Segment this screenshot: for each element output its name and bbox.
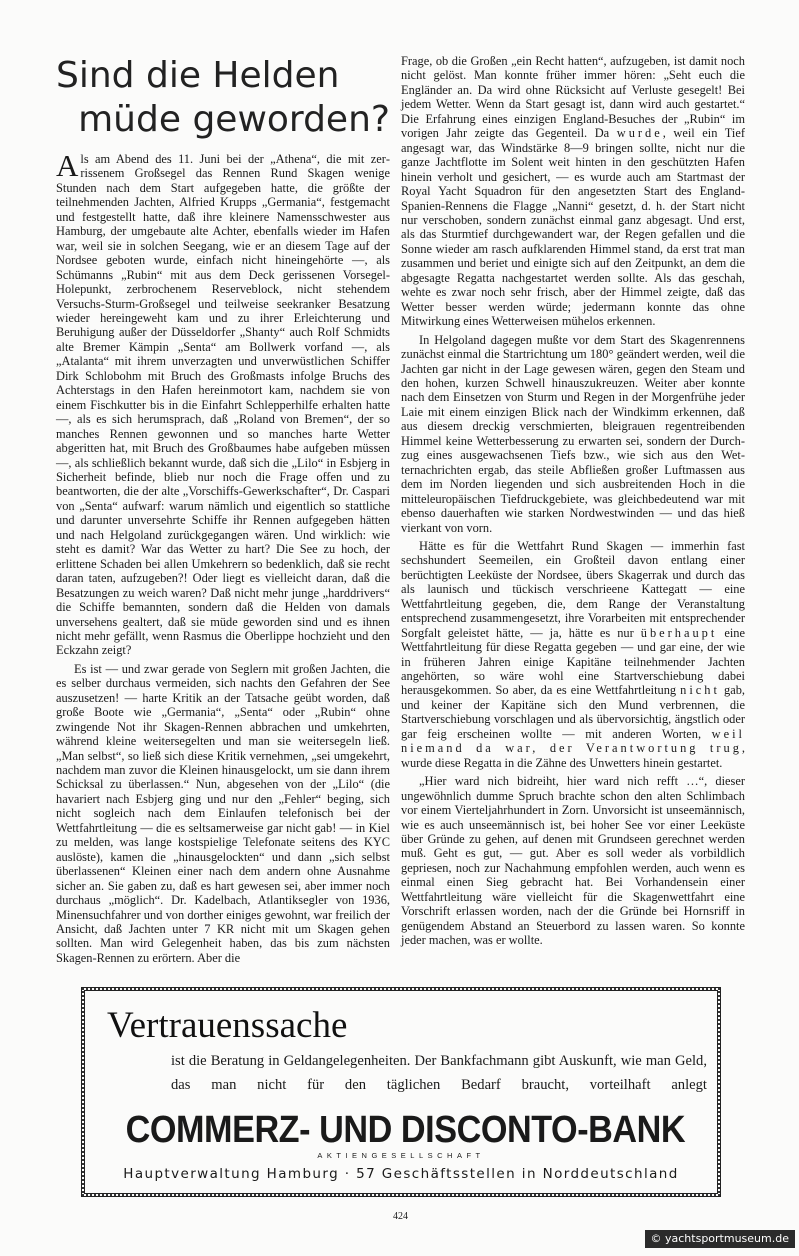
article-paragraph <box>56 662 390 966</box>
ad-body-text: ist die Beratung in Geldangelegenheiten. Der Bankfachmann gibt Auskunft, wie man Geld, das man nicht für den täglichen Bedarf braucht, vorteilhaft anlegt <box>171 1053 707 1094</box>
page-number: 424 <box>393 1211 408 1223</box>
article-paragraph <box>401 774 745 947</box>
article-left-column <box>56 54 390 969</box>
text-segment: Hätte es für die Wettfahrt Rund Skagen — immerhin fast sechshundert Seemeilen, ein Großteil davon entlang einer berüchtigten Leeküste der Nordsee, übers Skagerrak und durch das als launisch und tückisch verschrieene Kattegatt — eine Wettfahrtleitung gegeben, die, dem Range der Veranstaltung entsprechend zusammengesetzt, ihre Vorarbeiten mit entsprechender Sorgfalt geleistet hätte, — ja, hätte es nur <box>401 538 745 640</box>
text-segment: „Hier ward nich bidreiht, hier ward nich refft …“, dieser ungewöhnlich dumme Spruch brachte schon den alten Schlimbach vor einem Vierteljahrhundert in Zorn. Unvorsicht ist unseemännisch, wie es auch unseemännisch ist, bei hoher See vor einer Leeküste über Gründe zu gehen, auf denen mit Grundseen gerechnet werden muß. Geht es gut, — gut. Aber es soll weder als vorbildlich gepriesen, noch zur Nachahmung empfohlen werden, auch wenn es einmal einen Sieg gebracht hat. Bei Vorhandensein einer Wettfahrtleitung wäre vielleicht für die Skagenwettfahrt eine Vorschrift erlassen worden, nach der die Gründe bei Hornsriff in genügendem Abstand an Steuerbord zu lassen waren. So konnte jeder machen, was er wollte. <box>401 774 745 948</box>
text-segment: Frage, ob die Großen „ein Recht hatten“, aufzugeben, ist damit noch nicht gelöst. Man konnte früher immer hören: „Seht euch die Engländer an. Da wird ohne Rücksicht auf Verluste gesegelt! Bei jedem Wetter. Wenn da Start gesagt ist, dann wird auch gestartet.“ Die Erfahrung eines einzigen England-Besuches der „Rubin“ im vorigen Jahr zeigte das Gegenteil. Da <box>401 54 745 141</box>
article-title-line-2: müde geworden? <box>78 99 390 140</box>
emphasized-text: überhaupt <box>640 625 718 640</box>
emphasized-text: wurde <box>616 126 663 141</box>
text-segment: Es ist — und zwar gerade von Seglern mit großen Jachten, die es selber durchaus vermeiden, sich nachts den Gefahren der See auszusetzen! — harte Kritik an der Tatsache geübt worden, daß große Boote wie „Germania“, „Senta“ oder „Rubin“ ohne zwingende Not ihr Skagen-Rennen abbrachen und umkehrten, während kleine weitersegelten und man sie weitersegeln ließ. „Man selbst“, so ließ sich diese Kritik vernehmen, „sei umgekehrt, nachdem man zuvor die Kleinen hinausgelockt, um sie dann ihrem Schicksal zu überlassen.“ Nun, abgesehen von der „Lilo“ (die havariert nach Esbjerg ging und nur den „Fehler“ beging, sich nicht sogleich nach dem Einlaufen telefonisch bei der Wettfahrtleitung — die es seltsamerweise gar nicht gab! — in Kiel zu melden, was lange kostspielige Telefonate seitens des KYC auslöste), kamen die „hinausgelockten“ und dann „sich selbst überlassenen“ Kleinen einer nach dem andern ohne Ausnahme sicher an. Sie gaben zu, daß es hart gewesen sei, aber immer noch durchaus „möglich“. Dr. Kadelbach, Atlantiksegler von 1936, Minensuchfahrer und von dorther einiges gewohnt, war freilich der Ansicht, daß Jachten unter 7 KR nicht mit um Skagen gehen sollten. Man wird Gelegenheit haben, das bis zum nächsten Skagen-Rennen zu erörtern. Aber die <box>56 661 390 965</box>
text-segment: In Helgoland dagegen mußte vor dem Start des Skagenrennens zunächst einmal die Startrichtung um 180° geändert werden, weil die Jachten gar nicht in der Lage gewesen wären, gegen den Steam und den hohen, kurzen Schwell hinauszukreuzen. Weiter aber konnte nach dem Einsetzen von Sturm und Regen in der Morgenfrühe jeder Laie mit einem einzigen Blick nach der Windkimm erkennen, daß aus diesem dreckig verschmierten, bleigrauen regentreibenden Himmel keine Wetterbesserung zu erwarten sei, sondern der Durchzug eines ausgewachsenen Tiefs bzw., wie sich aus den Wetternachrichten ergab, das steile Abfließen großer Luftmassen aus dem im Norden liegenden und sich ausbreitenden Hoch in die mitteleuropäischen Tiefdruckgebiete, was gleichbedeutend war mit ebenso dauerhaften wie starken Nordwestwinden — und das hieß vierkant von vorn. <box>401 332 745 535</box>
emphasized-text: weil niemand da war, der Verantwortung trug <box>401 726 745 756</box>
article-paragraph <box>401 539 745 770</box>
ad-headquarters: Hauptverwaltung Hamburg · 57 Geschäftsstellen in Norddeutschland <box>123 1166 679 1183</box>
text-segment: eine Wettfahrtleitung für diese Regatta gegeben — und gar eine, der wie in früheren Jahren einige Kapitäne teilnehmender Jachten angehörten, so wäre wohl eine Startverschiebung dabei herausgekommen. So aber, da es eine Wettfahrtleitung <box>401 625 745 698</box>
article-title <box>56 54 390 142</box>
drop-cap: A <box>56 148 79 183</box>
article-columns <box>56 54 745 969</box>
copyright-watermark: © yachtsportmuseum.de <box>645 1230 795 1248</box>
emphasized-text: nicht <box>680 683 720 698</box>
article-paragraph <box>401 333 745 535</box>
text-segment: , wurde diese Regatta in die Zähne des Unwetters hinein gestartet. <box>401 741 745 770</box>
text-segment: ls am Abend des 11. Juni bei der „Athena“, die mit zerrissenem Großsegel das Rennen Rund Skagen wenige Stunden nach dem Start aufgegeben hatte, die größte der teilnehmenden Jachten, Alfried Krupps „Germania“, festgemacht und festgestellt hatte, daß ihre kleinere Namensschwester aus Hamburg, der umgebaute alte Achter, ebenfalls wieder im Hafen war, weil sie in solchen Seegang, wie er an diesem Tage auf der Nordsee geboten wurde, einfach nicht hineingehörte —, als Schümanns „Rubin“ mit aus dem Deck gerissenen Vorsegel-Holepunkt, zerbrochenem Reserveblock, nicht stehendem Versuchs-Sturm-Großsegel und teilweise seekranker Besatzung wieder hereingeweht kam und zu ihrer Erleichterung und Beruhigung außer der Düsseldorfer „Shanty“ auch Rolf Schmidts alte Bremer Kämpin „Senta“ am Bollwerk vorfand —, als „Atalanta“ mit ihrem unverzagten und unverwüstlichen Schiffer Dirk Schlobohm mit Bruch des Großmasts infolge Bruchs des Achterstags in den Hafen hereinmotort kam, nachdem sie von einem Fischkutter bis in die Einfahrt Schlepperhilfe erhalten hatte —, als es sich herumsprach, daß „Roland von Bremen“, der so manches Rennen gewonnen und so manches harte Wetter abgeritten hat, mit Bruch des Großbaumes habe aufgeben müssen —, als schließlich bekannt wurde, daß sich die „Lilo“ in Esbjerg in Sicherheit befinde, blieb nur noch die Frage offen und zu beantworten, die der alte „Vorschiffs-Gewerkschafter“, Dr. Caspari von „Senta“ aufwarf: warum nämlich und eigentlich so stattliche und darunter unversehrte Schiffe ihr Rennen aufgegeben hätten und nach Helgoland zurückgegangen wären. Und wirklich: wie steht es damit? War das Wetter zu hart? Die See zu hoch, der erlittene Schaden bei allen Umkehrern so bedenklich, daß sie recht daran taten, aufzugeben?! Oder liegt es vielleicht daran, daß die Besatzungen zu weich waren? Daß nicht mehr junge „harddrivers“ die Schiffe bemannten, sondern daß die Helden von damals unversehens gealtert, daß sie müde geworden sind und es ihnen nicht mehr gefällt, wenn Rasmus die Oberlippe hochzieht und den Eckzahn zeigt? <box>56 152 390 658</box>
article-right-column <box>401 54 745 952</box>
watermark-row <box>56 1229 795 1248</box>
ad-bank-name: COMMERZ- UND DISCONTO-BANK <box>125 1109 686 1152</box>
article-paragraph <box>401 54 745 329</box>
ad-company-type: AKTIENGESELLSCHAFT <box>317 1151 485 1161</box>
text-segment: gab, und keiner der Kapitäne sich den Mund verbrennen, die Startverschiebung vorschlagen und als übervorsichtig, ängstlich oder gar feig erscheinen wollte — mit anderen Worten, <box>401 683 745 741</box>
article-title-line-1: Sind die Helden <box>56 55 340 96</box>
article-paragraph <box>56 148 390 658</box>
ad-headline: Vertrauenssache <box>107 1005 348 1047</box>
text-segment: , weil ein Tief angesagt war, das Windstärke 8—9 bringen sollte, nicht nur die ganze Jachtflotte im Solent weit hinten in den geschützten Hafen hinein verholt und gesichert, — es wurde auch am Startmast der Royal Yacht Squadron für den angesetzten Start des England-Spanien-Rennens die Flagge „Nanni“ gesetzt, d. h. der Start nicht nur verschoben, sondern zunächst einmal ganz abgesagt. Und erst, als das Sturmtief durchgewandert war, der Regen gefallen und die Sonne wieder am rasch aufklarenden Himmel stand, da erst trat man zusammen und beriet und einigte sich auf den Zeitpunkt, an dem die abgesagte Regatta nachgestartet werden sollte. Als das geschah, wehte es zwar noch sehr frisch, aber der Himmel zeigte, daß das Wetter besser werden würde; jedermann konnte das ohne Mitwirkung eines Wetterweisen mühelos erkennen. <box>401 126 745 329</box>
bank-advertisement <box>81 987 721 1197</box>
